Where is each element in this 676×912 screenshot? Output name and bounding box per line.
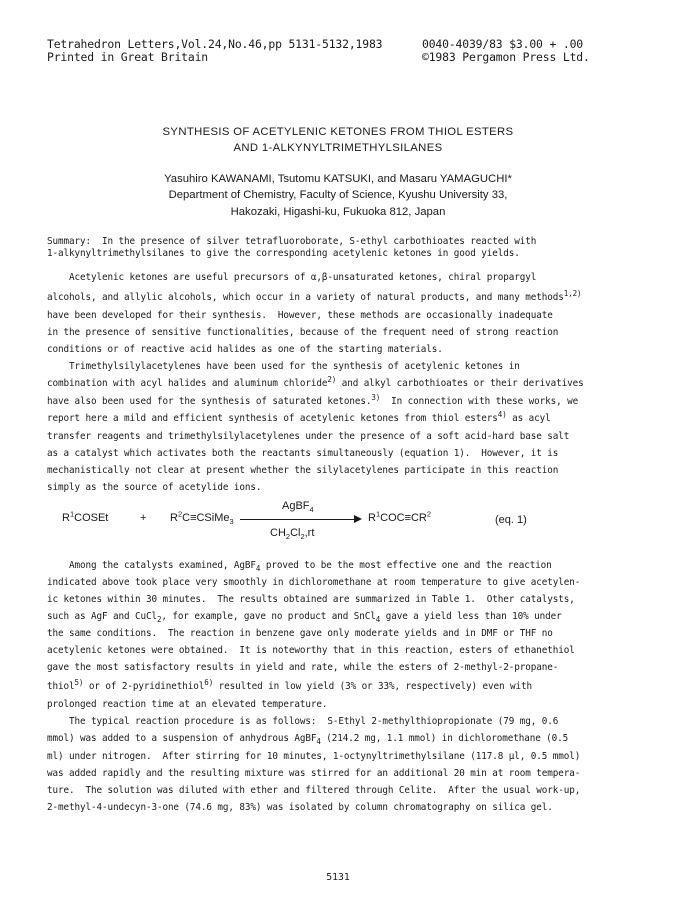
printed-in: Printed in Great Britain [47, 50, 208, 64]
para4-line2-sub: 4 [316, 736, 321, 746]
ref-4: 4) [497, 409, 507, 419]
para2-line3-a: have also been used for the synthesis of saturated ketones. [47, 396, 372, 407]
para3-line1-b: proved to be the most effective one and the reaction [260, 560, 552, 571]
para4-line2-b: (214.2 mg, 1.1 mmol) in dichloromethane (0.5 [320, 733, 569, 744]
para2-line2-a: combination with acyl halides and aluminum chloride [47, 378, 328, 389]
para2-line3-b: In connection with these works, we [380, 396, 579, 407]
eq-product: $R^1COC\equiv CR^2$ [368, 509, 432, 524]
eq-plus: + [140, 512, 147, 524]
para4-line3: ml) under nitrogen. After stirring for 10 minutes, 1-octynyltrimethylsilane (117.8 μl, 0.5 mmol) [47, 751, 581, 762]
para2-line7: mechanistically not clear at present whether the silylacetylenes participate in this reaction [47, 465, 559, 476]
para3-line4-a: such as AgF and CuCl [47, 611, 157, 622]
para1-line4: in the presence of sensitive functionalities, because of the frequent need of strong reaction [47, 327, 559, 338]
paper-title-line1: SYNTHESIS OF ACETYLENIC KETONES FROM THIOL ESTERS [162, 126, 514, 138]
para3-line1-a: Among the catalysts examined, AgBF [47, 560, 256, 571]
para2-line4 [47, 409, 551, 425]
eq-label: (eq. 1) [495, 514, 527, 526]
para3-line8 [47, 677, 532, 693]
para3-line4-c: gave a yield less than 10% under [380, 611, 562, 622]
affiliation-line1: Department of Chemistry, Faculty of Science, Kyushu University 33, [168, 189, 508, 201]
para2-line1: Trimethylsilylacetylenes have been used for the synthesis of acetylenic ketones in [47, 361, 520, 372]
ref-3: 3) [371, 392, 381, 402]
price-code: 0040-4039/83 $3.00 + .00 [422, 37, 583, 51]
affiliation-line2: Hakozaki, Higashi-ku, Fukuoka 812, Japan [230, 206, 446, 218]
reaction-arrow [240, 519, 360, 520]
para3-line1 [47, 560, 552, 572]
ref-6: 6) [204, 677, 214, 687]
eq-reagent: AgBF$_4$ [282, 500, 314, 515]
para2-line8: simply as the source of acetylide ions. [47, 482, 262, 493]
para3-line1-sub: 4 [255, 563, 261, 573]
para3-line8-a: thiol [47, 681, 75, 692]
para3-line9: prolonged reaction time at an elevated temperature. [47, 699, 328, 710]
para3-line5: the same conditions. The reaction in benzene gave only moderate yields and in DMF or THF no [47, 628, 553, 639]
para1-line1: Acetylenic ketones are useful precursors of α,β-unsaturated ketones, chiral propargyl [47, 272, 537, 283]
para1-line2 [47, 288, 582, 304]
journal-citation: Tetrahedron Letters,Vol.24,No.46,pp 5131-5132,1983 [47, 37, 383, 51]
authors: Yasuhiro KAWANAMI, Tsutomu KATSUKI, and Masaru YAMAGUCHI* [164, 173, 512, 185]
eq-reactant1: $R^1COSEt$ [62, 509, 109, 524]
ref-1-2: 1,2) [563, 288, 582, 298]
para3-line8-b: or of 2-pyridinethiol [83, 681, 205, 692]
para4-line5: ture. The solution was diluted with ether and filtered through Celite. After the usual work-up, [47, 785, 581, 796]
page-number: 5131 [326, 872, 350, 883]
summary-line1: Summary: In the presence of silver tetrafluoroborate, S-ethyl carbothioates reacted with [47, 236, 537, 247]
para1-line2-text: alcohols, and allylic alcohols, which occur in a variety of natural products, and many methods [47, 292, 564, 303]
para3-line4-sub2: 4 [375, 614, 381, 624]
para2-line4-a: report here a mild and efficient synthesis of acetylenic ketones from thiol esters [47, 413, 498, 424]
para3-line3: ic ketones within 30 minutes. The results obtained are summarized in Table 1. Other catalysts, [47, 594, 575, 605]
para2-line4-b: as acyl [506, 413, 551, 424]
eq-conditions: $CH_2Cl_2,rt$ [270, 527, 315, 542]
para3-line4 [47, 611, 562, 623]
para2-line6: as a catalyst which activates both the reactants simultaneously (equation 1). However, it is [47, 448, 559, 459]
para1-line5: conditions or of reactive acid halides as one of the starting materials. [47, 344, 443, 355]
ref-5: 5) [74, 677, 84, 687]
para4-line2-a: mmol) was added to a suspension of anhydrous AgBF [47, 733, 317, 744]
para4-line2 [47, 733, 568, 745]
ref-2: 2) [327, 374, 337, 384]
summary-line2: 1-alkynyltrimethylsilanes to give the corresponding acetylenic ketones in good yields. [47, 248, 520, 259]
para3-line4-sub: 2 [156, 614, 162, 624]
para2-line5: transfer reagents and trimethylsilylacetylenes under the presence of a soft acid-hard base salt [47, 431, 570, 442]
para4-line4: was added rapidly and the resulting mixture was stirred for an additional 20 min at room tempera- [47, 768, 581, 779]
para2-line2 [47, 374, 584, 390]
para2-line3 [47, 392, 579, 408]
para4-line1: The typical reaction procedure is as follows: S-Ethyl 2-methylthiopropionate (79 mg, 0.6 [47, 716, 559, 727]
eq-reactant2: $R^2C\equiv CSiMe_3$ [170, 509, 234, 527]
para4-line6: 2-methyl-4-undecyn-3-one (74.6 mg, 83%) was isolated by column chromatography on silica gel. [47, 802, 553, 813]
para3-line2: indicated above took place very smoothly in dichloromethane at room temperature to give acetylen- [47, 577, 581, 588]
copyright: ©1983 Pergamon Press Ltd. [422, 50, 590, 64]
reaction-arrow-head [354, 515, 362, 523]
para1-line3: have been developed for their synthesis. However, these methods are occasionally inadequate [47, 310, 553, 321]
paper-title-line2: AND 1-ALKYNYLTRIMETHYLSILANES [233, 142, 443, 154]
para3-line6: acetylenic ketones were obtained. It is noteworthy that in this reaction, esters of ethanethiol [47, 645, 575, 656]
para3-line7: gave the most satisfactory results in yield and rate, while the esters of 2-methyl-2-propane- [47, 662, 559, 673]
para3-line8-c: resulted in low yield (3% or 33%, respectively) even with [213, 681, 532, 692]
para2-line2-b: and alkyl carbothioates or their derivatives [336, 378, 584, 389]
para3-line4-b: , for example, gave no product and SnCl [161, 611, 376, 622]
